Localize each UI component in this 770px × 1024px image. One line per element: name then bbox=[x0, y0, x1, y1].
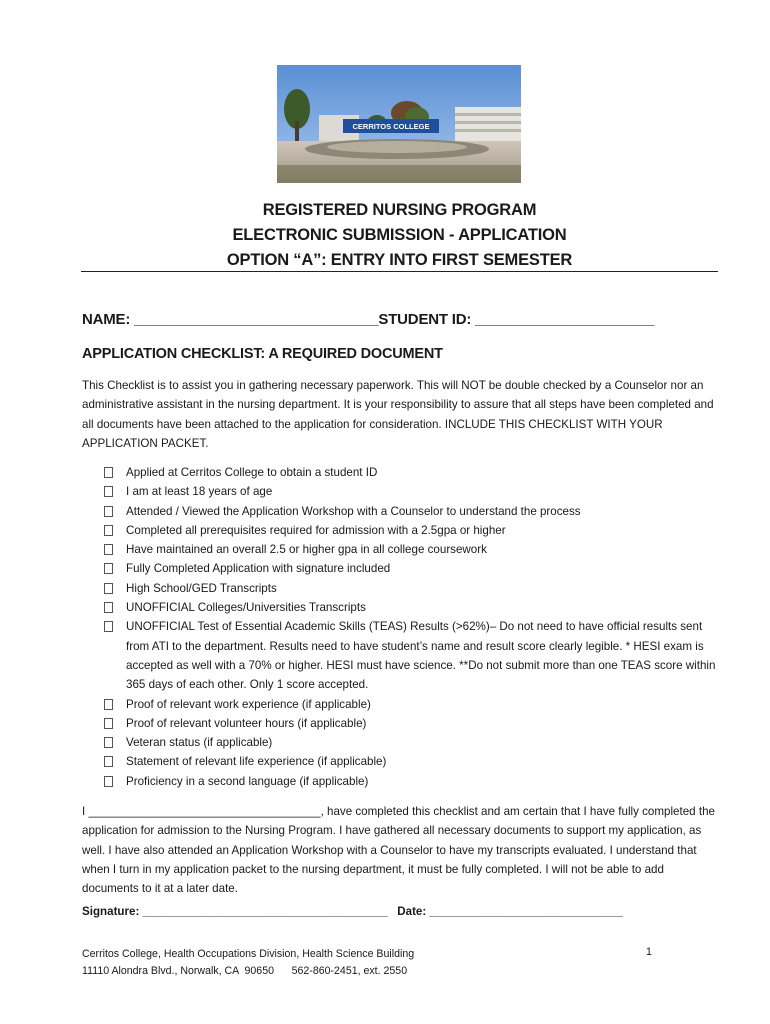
checkbox[interactable] bbox=[104, 506, 113, 517]
title-line-2: ELECTRONIC SUBMISSION - APPLICATION bbox=[232, 226, 567, 244]
checklist-item-text: Proof of relevant work experience (if applicable) bbox=[126, 697, 371, 711]
checklist-item bbox=[104, 463, 716, 482]
checklist-heading: APPLICATION CHECKLIST: A REQUIRED DOCUMENT bbox=[82, 346, 443, 362]
attestation-paragraph: I ____________________________________, have completed this checklist and am certain that I have fully completed the application for admission to the Nursing Program. I have gathered all necessary documents to support my application, as well. I have also attended an Application Workshop with a Counselor to have my transcripts evaluated. I understand that when I turn in my application packet to the nursing department, it must be fully completed. I will not be able to add documents to it at a later date. bbox=[82, 805, 715, 896]
checklist-item bbox=[104, 617, 716, 694]
checkbox[interactable] bbox=[104, 525, 113, 536]
checklist-item-text: Proof of relevant volunteer hours (if applicable) bbox=[126, 716, 367, 730]
intro-paragraph: This Checklist is to assist you in gathering necessary paperwork. This will NOT be double checked by a Counselor nor an administrative assistant in the nursing department. It is your responsibility to assure that all steps have been completed and all documents have been attached to the application for consideration. INCLUDE THIS CHECKLIST WITH YOUR APPLICATION PACKET. bbox=[82, 379, 714, 450]
title-line-3: OPTION “A”: ENTRY INTO FIRST SEMESTER bbox=[226, 251, 573, 269]
checkbox[interactable] bbox=[104, 756, 113, 767]
checkbox[interactable] bbox=[104, 467, 113, 478]
checklist-item bbox=[104, 502, 716, 521]
checkbox[interactable] bbox=[104, 563, 113, 574]
checkbox[interactable] bbox=[104, 583, 113, 594]
signature-row bbox=[82, 905, 623, 918]
checkbox[interactable] bbox=[104, 544, 113, 555]
checklist-item-text: I am at least 18 years of age bbox=[126, 485, 273, 499]
signature-field[interactable]: Signature: ______________________________________ bbox=[82, 905, 388, 918]
checklist-item bbox=[104, 559, 716, 578]
footer-line-2: 11110 Alondra Blvd., Norwalk, CA 90650 562-860-2451, ext. 2550 bbox=[82, 964, 408, 977]
footer-line-1: Cerritos College, Health Occupations Division, Health Science Building bbox=[82, 948, 415, 960]
checkbox[interactable] bbox=[104, 776, 113, 787]
name-field[interactable]: NAME: ______________________________ bbox=[82, 311, 379, 328]
checklist-item-text: High School/GED Transcripts bbox=[126, 581, 277, 595]
sign-text: CERRITOS COLLEGE bbox=[352, 122, 430, 131]
title-line-1: REGISTERED NURSING PROGRAM bbox=[262, 201, 537, 219]
checkbox[interactable] bbox=[104, 486, 113, 497]
date-field[interactable]: Date: ______________________________ bbox=[397, 905, 623, 918]
checklist-item-text: Statement of relevant life experience (if applicable) bbox=[126, 755, 387, 769]
checkbox[interactable] bbox=[104, 718, 113, 729]
application-checklist bbox=[104, 463, 716, 791]
checkbox[interactable] bbox=[104, 699, 113, 710]
checkbox[interactable] bbox=[104, 602, 113, 613]
checklist-item bbox=[104, 733, 716, 752]
checklist-item-text: Fully Completed Application with signature included bbox=[126, 562, 391, 576]
checklist-item bbox=[104, 598, 716, 617]
name-row bbox=[82, 311, 654, 328]
campus-photo-icon bbox=[277, 65, 521, 183]
title-divider bbox=[81, 271, 718, 272]
checklist-item-text: Have maintained an overall 2.5 or higher gpa in all college coursework bbox=[126, 543, 487, 557]
checklist-item bbox=[104, 482, 716, 501]
checklist-item-text: Proficiency in a second language (if applicable) bbox=[126, 774, 369, 788]
checklist-item bbox=[104, 579, 716, 598]
checklist-item-text: Applied at Cerritos College to obtain a student ID bbox=[126, 466, 378, 479]
footer bbox=[82, 946, 414, 979]
checklist-item-text: UNOFFICIAL Colleges/Universities Transcripts bbox=[126, 601, 366, 615]
checklist-item-text: UNOFFICIAL Test of Essential Academic Skills (TEAS) Results (>62%)– Do not need to have official results sent from ATI to the department. Results need to have student’s name and result score clearly legible. * HESI exam is accepted as well with a 70% or higher. HESI must have science. **Do not submit more than one TEAS score within 365 days of each other. Only 1 score accepted. bbox=[126, 620, 716, 692]
checkbox[interactable] bbox=[104, 737, 113, 748]
checklist-item bbox=[104, 772, 716, 791]
checklist-item bbox=[104, 752, 716, 771]
page-number: 1 bbox=[646, 946, 652, 958]
student-id-field[interactable]: STUDENT ID: ______________________ bbox=[378, 311, 655, 328]
checklist-item bbox=[104, 695, 716, 714]
checkbox[interactable] bbox=[104, 621, 113, 632]
checklist-item-text: Completed all prerequisites required for admission with a 2.5gpa or higher bbox=[126, 523, 506, 537]
checklist-item-text: Veteran status (if applicable) bbox=[126, 736, 273, 750]
checklist-item-text: Attended / Viewed the Application Workshop with a Counselor to understand the process bbox=[126, 504, 581, 518]
checklist-item bbox=[104, 714, 716, 733]
campus-photo bbox=[277, 65, 521, 183]
checklist-item bbox=[104, 521, 716, 540]
checklist-item bbox=[104, 540, 716, 559]
document-title bbox=[82, 198, 717, 273]
